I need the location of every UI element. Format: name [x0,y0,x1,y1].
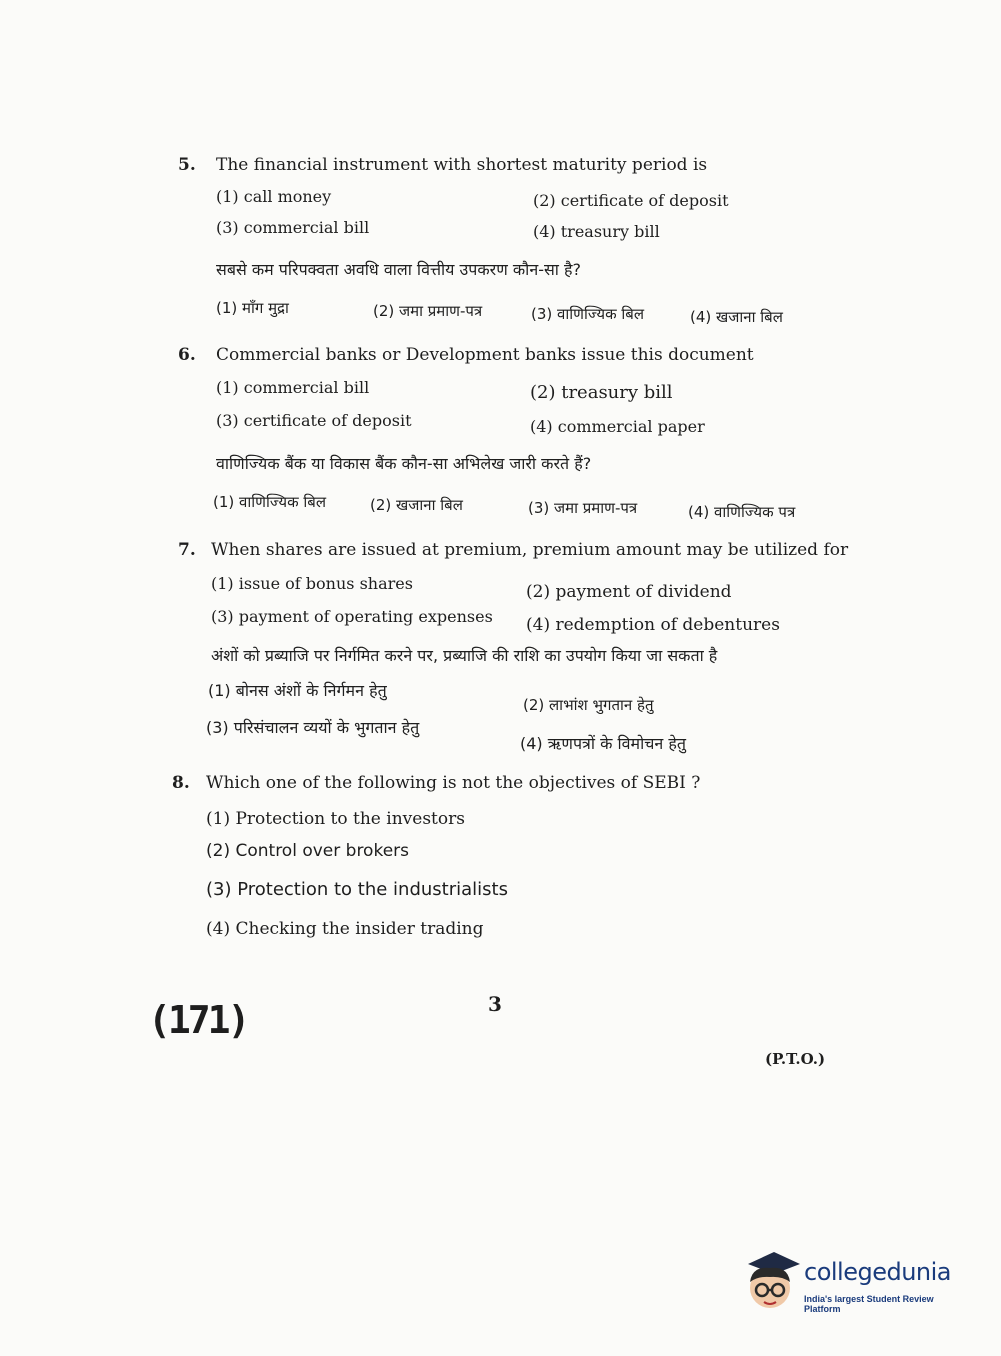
option-4: (4) treasury bill [533,222,660,241]
hindi-option-1: (1) बोनस अंशों के निर्गमन हेतु [208,681,387,700]
hindi-option-3: (3) वाणिज्यिक बिल [531,305,645,323]
hindi-option-3: (3) जमा प्रमाण-पत्र [528,499,638,517]
question-5 [178,155,868,335]
hindi-question-text: वाणिज्यिक बैंक या विकास बैंक कौन-सा अभिलेख जारी करते हैं? [216,454,592,473]
option-4: (4) redemption of debentures [526,615,780,635]
hindi-option-4: (4) वाणिज्यिक पत्र [688,503,796,521]
option-4: (4) Checking the insider trading [206,919,484,939]
hindi-option-4: (4) खजाना बिल [690,308,783,326]
hindi-question-text: सबसे कम परिपक्वता अवधि वाला वित्तीय उपकरण कौन-सा है? [216,260,582,279]
question-number: 7. [178,540,196,560]
question-number: 5. [178,155,196,175]
brand-watermark [742,1250,972,1320]
question-number: 6. [178,345,196,365]
option-3: (3) Protection to the industrialists [206,879,508,900]
option-1: (1) Protection to the investors [206,809,465,829]
option-2: (2) payment of dividend [526,582,732,602]
brand-name: collegedunia [804,1258,952,1286]
hindi-option-2: (2) खजाना बिल [370,496,463,514]
option-1: (1) commercial bill [216,378,370,397]
option-1: (1) issue of bonus shares [211,574,413,593]
question-number: 8. [172,773,190,793]
option-3: (3) commercial bill [216,218,370,237]
pto-label: (P.T.O.) [765,1050,826,1068]
option-3: (3) certificate of deposit [216,411,412,430]
hindi-option-1: (1) माँग मुद्रा [216,299,289,317]
brand-tagline: India's largest Student Review Platform [804,1294,934,1314]
question-text: The financial instrument with shortest maturity period is [216,155,708,175]
page-number: 3 [488,992,502,1016]
question-text: When shares are issued at premium, premium amount may be utilized for [211,540,849,560]
option-2: (2) treasury bill [530,382,673,403]
option-4: (4) commercial paper [530,417,705,436]
question-8 [172,773,868,958]
hindi-option-1: (1) वाणिज्यिक बिल [213,493,327,511]
option-2: (2) certificate of deposit [533,191,729,210]
mascot-logo-icon [742,1250,802,1314]
hindi-option-4: (4) ऋणपत्रों के विमोचन हेतु [520,734,686,753]
hindi-option-2: (2) लाभांश भुगतान हेतु [523,696,654,714]
hindi-option-2: (2) जमा प्रमाण-पत्र [373,302,483,320]
question-7 [178,540,868,765]
option-2: (2) Control over brokers [206,841,410,861]
hindi-question-text: अंशों को प्रब्याजि पर निर्गमित करने पर, प्रब्याजि की राशि का उपयोग किया जा सकता है [211,646,718,665]
option-1: (1) call money [216,187,332,206]
hindi-option-3: (3) परिसंचालन व्ययों के भुगतान हेतु [206,718,420,737]
question-text: Which one of the following is not the objectives of SEBI ? [206,773,701,793]
paper-code: (171) [148,998,248,1042]
question-6 [178,345,868,530]
option-3: (3) payment of operating expenses [211,607,493,626]
question-text: Commercial banks or Development banks issue this document [216,345,754,365]
